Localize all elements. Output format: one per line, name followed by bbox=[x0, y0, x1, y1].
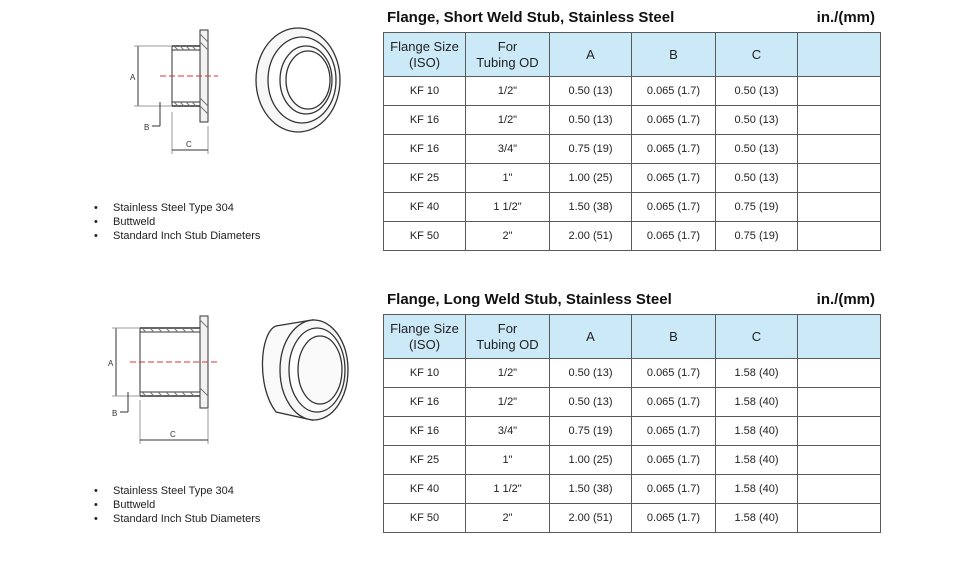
cell-b: 0.065 (1.7) bbox=[632, 504, 716, 533]
cell-extra bbox=[798, 417, 881, 446]
cell-c: 1.58 (40) bbox=[716, 475, 798, 504]
cell-b: 0.065 (1.7) bbox=[632, 106, 716, 135]
cell-flange-size: KF 40 bbox=[384, 193, 466, 222]
cell-flange-size: KF 25 bbox=[384, 164, 466, 193]
table-row bbox=[384, 193, 881, 222]
cell-extra bbox=[798, 135, 881, 164]
cell-b: 0.065 (1.7) bbox=[632, 135, 716, 164]
cell-tubing-od: 1/2" bbox=[466, 388, 550, 417]
header-tubing-od: For Tubing OD bbox=[466, 33, 550, 77]
cell-a: 1.50 (38) bbox=[550, 475, 632, 504]
short-dim-label-b: B bbox=[144, 123, 150, 132]
cell-a: 2.00 (51) bbox=[550, 504, 632, 533]
cell-extra bbox=[798, 106, 881, 135]
cell-c: 0.50 (13) bbox=[716, 106, 798, 135]
long-stub-spec-table bbox=[383, 314, 881, 533]
feature-item: • Standard Inch Stub Diameters bbox=[94, 512, 260, 526]
cell-tubing-od: 3/4" bbox=[466, 417, 550, 446]
cell-tubing-od: 1/2" bbox=[466, 77, 550, 106]
cell-c: 0.50 (13) bbox=[716, 77, 798, 106]
cell-extra bbox=[798, 222, 881, 251]
cell-flange-size: KF 16 bbox=[384, 106, 466, 135]
cell-tubing-od: 1/2" bbox=[466, 359, 550, 388]
cell-b: 0.065 (1.7) bbox=[632, 388, 716, 417]
cell-c: 1.58 (40) bbox=[716, 388, 798, 417]
long-stub-drawing bbox=[100, 308, 350, 448]
cell-tubing-od: 1" bbox=[466, 446, 550, 475]
cell-extra bbox=[798, 164, 881, 193]
cell-flange-size: KF 16 bbox=[384, 417, 466, 446]
table-header-row bbox=[384, 33, 881, 77]
feature-item: • Stainless Steel Type 304 bbox=[94, 201, 260, 215]
cell-b: 0.065 (1.7) bbox=[632, 222, 716, 251]
cell-a: 0.50 (13) bbox=[550, 388, 632, 417]
long-dim-label-c: C bbox=[170, 430, 176, 439]
cell-a: 0.50 (13) bbox=[550, 77, 632, 106]
cell-c: 0.50 (13) bbox=[716, 164, 798, 193]
header-b: B bbox=[632, 315, 716, 359]
table-row bbox=[384, 388, 881, 417]
cell-flange-size: KF 16 bbox=[384, 388, 466, 417]
cell-extra bbox=[798, 193, 881, 222]
table-row bbox=[384, 164, 881, 193]
cell-b: 0.065 (1.7) bbox=[632, 446, 716, 475]
cell-extra bbox=[798, 504, 881, 533]
cell-a: 0.50 (13) bbox=[550, 359, 632, 388]
cell-b: 0.065 (1.7) bbox=[632, 77, 716, 106]
short-stub-section-view bbox=[134, 30, 218, 154]
cell-a: 2.00 (51) bbox=[550, 222, 632, 251]
table-row bbox=[384, 77, 881, 106]
cell-flange-size: KF 40 bbox=[384, 475, 466, 504]
header-c: C bbox=[716, 315, 798, 359]
cell-a: 0.50 (13) bbox=[550, 106, 632, 135]
cell-flange-size: KF 50 bbox=[384, 222, 466, 251]
short-stub-spec-table bbox=[383, 32, 881, 251]
short-stub-table-body bbox=[384, 77, 881, 251]
table-row bbox=[384, 222, 881, 251]
cell-extra bbox=[798, 475, 881, 504]
table-header-row bbox=[384, 315, 881, 359]
cell-c: 1.58 (40) bbox=[716, 417, 798, 446]
cell-b: 0.065 (1.7) bbox=[632, 164, 716, 193]
cell-c: 1.58 (40) bbox=[716, 504, 798, 533]
cell-tubing-od: 1/2" bbox=[466, 106, 550, 135]
header-flange-size: Flange Size (ISO) bbox=[384, 315, 466, 359]
cell-b: 0.065 (1.7) bbox=[632, 417, 716, 446]
header-a: A bbox=[550, 33, 632, 77]
long-dim-label-a: A bbox=[108, 359, 114, 368]
short-stub-unit: in./(mm) bbox=[816, 9, 875, 26]
cell-tubing-od: 2" bbox=[466, 504, 550, 533]
header-a: A bbox=[550, 315, 632, 359]
short-stub-title: Flange, Short Weld Stub, Stainless Steel bbox=[387, 9, 675, 26]
cell-c: 1.58 (40) bbox=[716, 359, 798, 388]
header-b: B bbox=[632, 33, 716, 77]
header-extra bbox=[798, 33, 881, 77]
cell-tubing-od: 1" bbox=[466, 164, 550, 193]
cell-tubing-od: 2" bbox=[466, 222, 550, 251]
table-row bbox=[384, 475, 881, 504]
cell-extra bbox=[798, 446, 881, 475]
feature-item: • Buttweld bbox=[94, 498, 260, 512]
table-row bbox=[384, 417, 881, 446]
table-row bbox=[384, 359, 881, 388]
cell-c: 1.58 (40) bbox=[716, 446, 798, 475]
cell-extra bbox=[798, 359, 881, 388]
long-dim-label-b: B bbox=[112, 409, 118, 418]
cell-a: 1.00 (25) bbox=[550, 164, 632, 193]
cell-tubing-od: 1 1/2" bbox=[466, 193, 550, 222]
header-c: C bbox=[716, 33, 798, 77]
table-row bbox=[384, 106, 881, 135]
cell-extra bbox=[798, 77, 881, 106]
table-row bbox=[384, 446, 881, 475]
cell-tubing-od: 1 1/2" bbox=[466, 475, 550, 504]
cell-b: 0.065 (1.7) bbox=[632, 475, 716, 504]
cell-a: 1.50 (38) bbox=[550, 193, 632, 222]
cell-a: 0.75 (19) bbox=[550, 135, 632, 164]
short-dim-label-a: A bbox=[130, 73, 136, 82]
long-stub-feature-list bbox=[94, 484, 260, 526]
header-extra bbox=[798, 315, 881, 359]
cell-a: 0.75 (19) bbox=[550, 417, 632, 446]
long-stub-unit: in./(mm) bbox=[816, 291, 875, 308]
short-dim-label-c: C bbox=[186, 140, 192, 149]
table-row bbox=[384, 504, 881, 533]
long-stub-section-view bbox=[112, 316, 218, 444]
long-stub-table-body bbox=[384, 359, 881, 533]
cell-b: 0.065 (1.7) bbox=[632, 193, 716, 222]
long-stub-title: Flange, Long Weld Stub, Stainless Steel bbox=[387, 291, 672, 308]
cell-tubing-od: 3/4" bbox=[466, 135, 550, 164]
long-weld-stub-section bbox=[0, 282, 973, 552]
feature-item: • Buttweld bbox=[94, 215, 260, 229]
feature-item: • Standard Inch Stub Diameters bbox=[94, 229, 260, 243]
cell-extra bbox=[798, 388, 881, 417]
table-row bbox=[384, 135, 881, 164]
cell-flange-size: KF 10 bbox=[384, 77, 466, 106]
cell-c: 0.75 (19) bbox=[716, 222, 798, 251]
cell-b: 0.065 (1.7) bbox=[632, 359, 716, 388]
short-stub-isometric-view bbox=[256, 28, 340, 132]
cell-flange-size: KF 50 bbox=[384, 504, 466, 533]
short-stub-drawing bbox=[100, 26, 350, 161]
feature-item: • Stainless Steel Type 304 bbox=[94, 484, 260, 498]
cell-flange-size: KF 16 bbox=[384, 135, 466, 164]
cell-flange-size: KF 25 bbox=[384, 446, 466, 475]
cell-c: 0.75 (19) bbox=[716, 193, 798, 222]
short-stub-feature-list bbox=[94, 201, 260, 243]
cell-flange-size: KF 10 bbox=[384, 359, 466, 388]
long-stub-isometric-view bbox=[262, 320, 348, 420]
cell-a: 1.00 (25) bbox=[550, 446, 632, 475]
header-tubing-od: For Tubing OD bbox=[466, 315, 550, 359]
cell-c: 0.50 (13) bbox=[716, 135, 798, 164]
header-flange-size: Flange Size (ISO) bbox=[384, 33, 466, 77]
short-weld-stub-section bbox=[0, 0, 973, 270]
